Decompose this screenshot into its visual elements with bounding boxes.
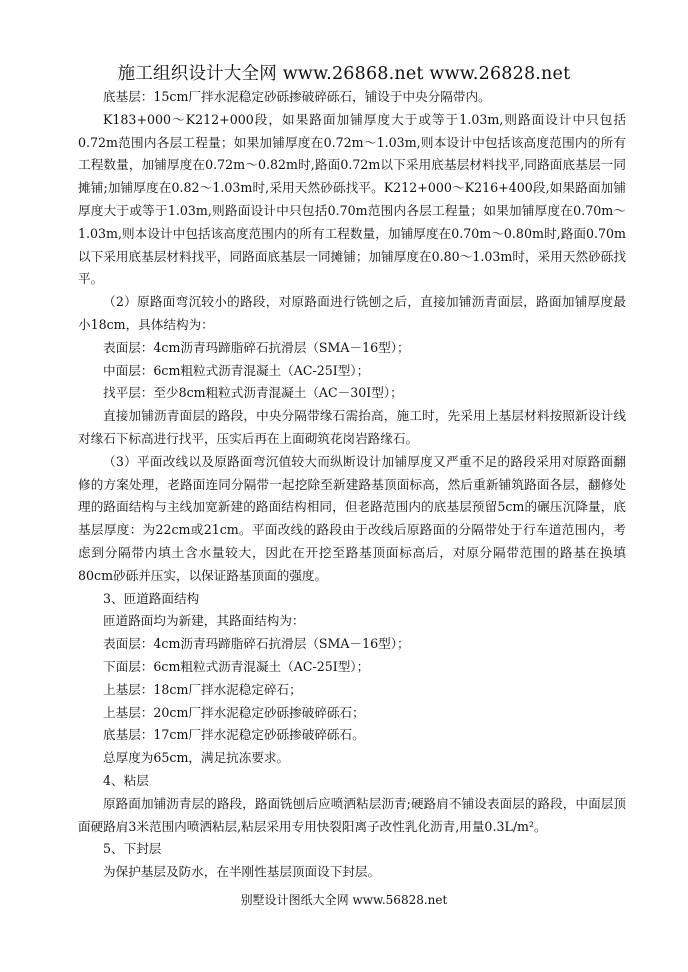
ramp-layer-upper-base-2: 上基层：20cm厂拌水泥稳定砂砾掺破碎砾石； xyxy=(103,704,365,720)
paragraph-total-thickness: 总厚度为65cm，满足抗冻要求。 xyxy=(103,750,290,766)
layer-middle: 中面层：6cm粗粒式沥青混凝土（AC-25I型）； xyxy=(103,362,370,378)
page-footer: 别墅设计图纸大全网 www.56828.net xyxy=(240,893,448,907)
document-body xyxy=(78,86,626,884)
section-heading-seal-coat: 5、下封层 xyxy=(103,841,162,857)
section-heading-ramp: 3、匝道路面结构 xyxy=(103,590,200,606)
ramp-layer-upper-base-1: 上基层：18cm厂拌水泥稳定碎石； xyxy=(103,681,302,697)
paragraph-seal-coat: 为保护基层及防水，在半刚性基层顶面设下封层。 xyxy=(103,864,381,880)
page-header: 施工组织设计大全网 www.26868.net www.26828.net xyxy=(117,64,571,84)
paragraph-milling-overlay: （2）原路面弯沉较小的路段，对原路面进行铣刨之后，直接加铺沥青面层，路面加铺厚度最小18cm，具体结构为： xyxy=(78,294,626,332)
paragraph-subbase: 底基层：15cm厂拌水泥稳定砂砾掺破碎砾石，铺设于中央分隔带内。 xyxy=(103,89,491,104)
ramp-layer-subbase: 底基层：17cm厂拌水泥稳定砂砾掺破碎砾石。 xyxy=(103,727,365,743)
paragraph-realignment: （3）平面改线以及原路面弯沉值较大而纵断设计加铺厚度又严重不足的路段采用对原路面翻修的方案处理，老路面连同分隔带一起挖除至新建路基顶面标高，然后重新铺筑路面各层，翻修处理的路面结构与主线加宽新建的路面结构相同，但老路范围内的底基层预留5cm的碾压沉降量，底基层厚度：为22cm或21cm。平面改线的路段由于改线后原路面的分隔带处于行车道范围内，考虑到分隔带内填土含水量较大，因此在开挖至路基顶面标高后，对原分隔带范围的路基在换填80cm砂砾并压实，以保证路基顶面的强度。 xyxy=(78,453,626,583)
layer-surface: 表面层：4cm沥青玛蹄脂碎石抗滑层（SMA－16型）； xyxy=(103,339,410,355)
paragraph-k183-k216: K183+000～K212+000段，如果路面加铺厚度大于或等于1.03m,则路面设计中只包括0.72m范围内各层工程量；如果加铺厚度在0.72m～1.03m,则本设计中包括该高度范围内的所有工程数量，加铺厚度在0.72m～0.82m时,路面0.72m以下采用底基层材料找平,同路面底基层一同摊铺;加铺厚度在0.82～1.03m时,采用天然砂砾找平。K212+000～K216+400段,如果路面加铺厚度大于或等于1.03m,则路面设计中只包括0.70m范围内各层工程量；如果加铺厚度在0.70m～1.03m,则本设计中包括该高度范围内的所有工程数量，加铺厚度在0.70m～0.80m时,路面0.70m以下采用底基层材料找平，同路面底基层一同摊铺；加铺厚度在0.80～1.03m时，采用天然砂砾找平。 xyxy=(78,111,626,287)
layer-leveling: 找平层：至少8cm粗粒式沥青混凝土（AC－30I型）； xyxy=(103,385,403,401)
paragraph-tack-coat: 原路面加铺沥青层的路段，路面铣刨后应喷洒粘层沥青;硬路肩不铺设表面层的路段，中面层顶面硬路肩3米范围内喷洒粘层,粘层采用专用快裂阳离子改性乳化沥青,用量0.3L/m²。 xyxy=(78,795,626,834)
section-heading-tack-coat: 4、粘层 xyxy=(103,772,149,788)
paragraph-curb: 直接加铺沥青面层的路段，中央分隔带缘石需抬高，施工时，先采用上基层材料按照新设计线对缘石下标高进行找平，压实后再在上面砌筑花岗岩路缘石。 xyxy=(78,408,626,446)
ramp-layer-lower: 下面层：6cm粗粒式沥青混凝土（AC-25I型）； xyxy=(103,658,370,674)
paragraph-ramp-intro: 匝道路面均为新建，其路面结构为： xyxy=(103,613,305,629)
ramp-layer-surface: 表面层：4cm沥青玛蹄脂碎石抗滑层（SMA－16型）； xyxy=(103,636,410,652)
